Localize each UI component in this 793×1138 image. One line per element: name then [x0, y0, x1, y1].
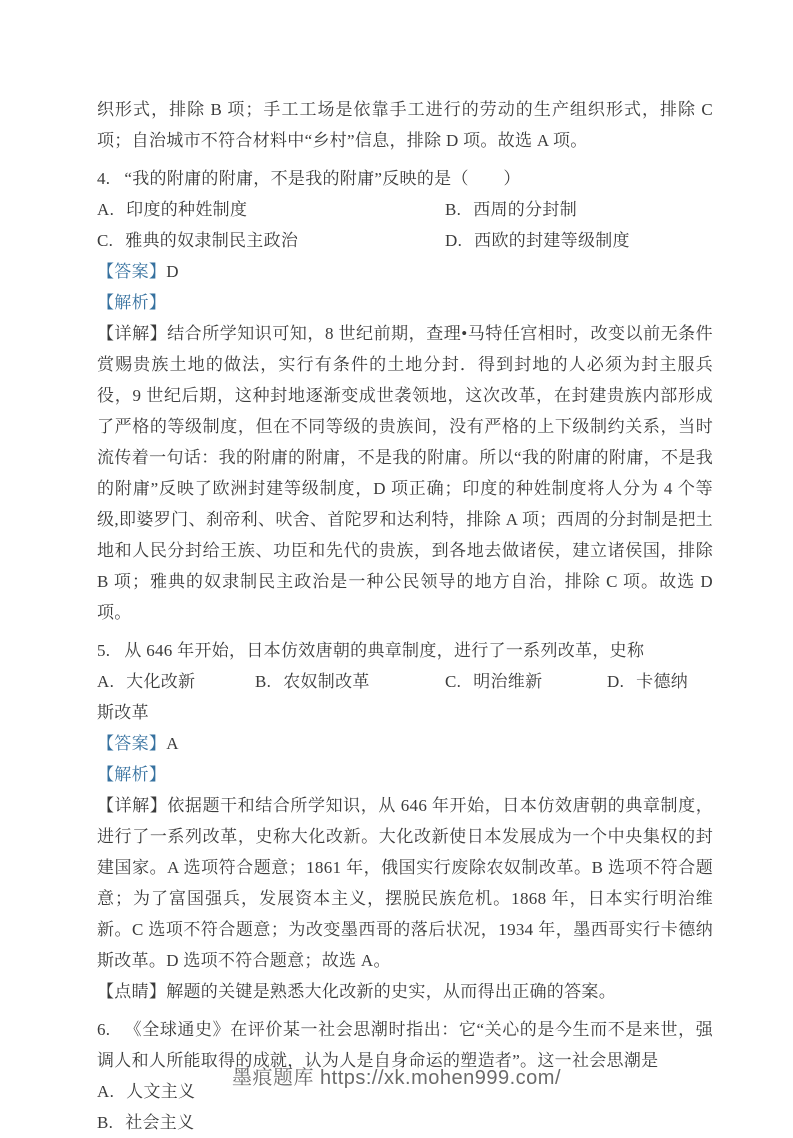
option-text: 明治维新 [473, 672, 543, 691]
option-d [445, 231, 630, 250]
option-b [255, 666, 445, 697]
question-4 [97, 163, 713, 628]
question-number: 5. [97, 641, 111, 660]
question-5 [97, 635, 713, 1007]
question-4-answer-line [97, 256, 713, 287]
option-label: A. [97, 1082, 115, 1101]
option-text: 大化改新 [126, 672, 196, 691]
question-4-detail-paragraph: 【详解】结合所学知识可知，8 世纪前期，查理•马特任宫相时，改变以前无条件赏赐贵族土地的做法，实行有条件的土地分封．得到封地的人必须为封主服兵役，9 世纪后期，这种封地逐渐变成世袭领地，这次改革，在封建贵族内部形成了严格的等级制度，但在不同等级的贵族间，没有严格的上下级制约关系，当时流传着一句话：我的附庸的附庸，不是我的附庸。所以“我的附庸的附庸，不是我的附庸”反映了欧洲封建等级制度，D 项正确；印度的种姓制度将人分为 4 个等级,即婆罗门、刹帝利、吠舍、首陀罗和达利特，排除 A 项；西周的分封制是把土地和人民分封给王族、功臣和先代的贵族，到各地去做诸侯，建立诸侯国，排除 B 项；雅典的奴隶制民主政治是一种公民领导的地方自治，排除 C 项。故选 D 项。 [97, 324, 713, 622]
question-5-options-row [97, 666, 696, 728]
answer-value: D [166, 262, 179, 281]
question-4-options-row-2 [97, 225, 713, 256]
option-label: B. [255, 672, 272, 691]
option-label: B. [445, 200, 462, 219]
option-b [445, 200, 577, 219]
answer-value: A [166, 734, 179, 753]
question-5-analysis-line [97, 759, 713, 790]
option-label: B. [97, 1113, 114, 1132]
question-4-options-row-1 [97, 194, 713, 225]
option-label: C. [97, 231, 114, 250]
option-a [97, 666, 255, 697]
option-text: 社会主义 [125, 1113, 195, 1132]
question-number: 4. [97, 169, 111, 188]
footer-link[interactable]: https://xk.mohen999.com/ [320, 1067, 562, 1089]
page-footer [0, 1061, 793, 1095]
option-label: D. [445, 231, 463, 250]
answer-label: 【答案】 [97, 262, 167, 281]
document-content [97, 94, 713, 1138]
option-text: 人文主义 [126, 1082, 196, 1101]
option-c [445, 666, 607, 697]
option-b [97, 1113, 194, 1132]
option-label: A. [97, 200, 115, 219]
question-stem-text: 从 646 年开始，日本仿效唐朝的典章制度，进行了一系列改革，史称 [124, 641, 645, 660]
question-stem-text: “我的附庸的附庸，不是我的附庸”反映的是（ ） [124, 169, 521, 188]
question-5-detail-paragraph: 【详解】依据题干和结合所学知识，从 646 年开始，日本仿效唐朝的典章制度，进行了一系列改革，史称大化改新。大化改新使日本发展成为一个中央集权的封建国家。A 选项符合题意；1861 年，俄国实行废除农奴制改革。B 选项不符合题意；为了富国强兵，发展资本主义，摆脱民族危机。1868 年，日本实行明治维新。C 选项不符合题意；为改变墨西哥的落后状况，1934 年，墨西哥实行卡德纳斯改革。D 选项不符合题意；故选 A。 [97, 796, 713, 970]
question-4-stem [97, 163, 713, 194]
question-5-stem [97, 635, 713, 666]
answer-label: 【答案】 [97, 734, 167, 753]
question-stem-text: 《全球通史》在评价某一社会思潮时指出：它“关心的是今生而不是来世，强调人和人所能取得的成就，认为人是自身命运的塑造者”。这一社会思潮是 [97, 1020, 713, 1070]
option-label: A. [97, 672, 115, 691]
option-text: 农奴制改革 [283, 672, 370, 691]
option-label: C. [445, 672, 462, 691]
option-text: 西欧的封建等级制度 [474, 231, 630, 250]
analysis-label: 【解析】 [97, 765, 167, 784]
question-4-analysis-line [97, 287, 713, 318]
option-a [97, 194, 445, 225]
option-text: 卡德纳斯改革 [97, 672, 689, 722]
option-label: D. [607, 672, 625, 691]
analysis-label: 【解析】 [97, 293, 167, 312]
analysis-continuation-paragraph: 织形式，排除 B 项；手工工场是依靠手工进行的劳动的生产组织形式，排除 C 项；自治城市不符合材料中“乡村”信息，排除 D 项。故选 A 项。 [97, 100, 713, 150]
question-6-option-b-row [97, 1107, 713, 1138]
option-text: 西周的分封制 [473, 200, 578, 219]
option-text: 雅典的奴隶制民主政治 [125, 231, 299, 250]
footer-site-name: 墨痕题库 [231, 1067, 314, 1089]
question-5-answer-line [97, 728, 713, 759]
option-text: 印度的种姓制度 [126, 200, 248, 219]
question-5-tip-paragraph: 【点睛】解题的关键是熟悉大化改新的史实，从而得出正确的答案。 [97, 982, 616, 1001]
option-c [97, 225, 445, 256]
question-number: 6. [97, 1020, 111, 1039]
